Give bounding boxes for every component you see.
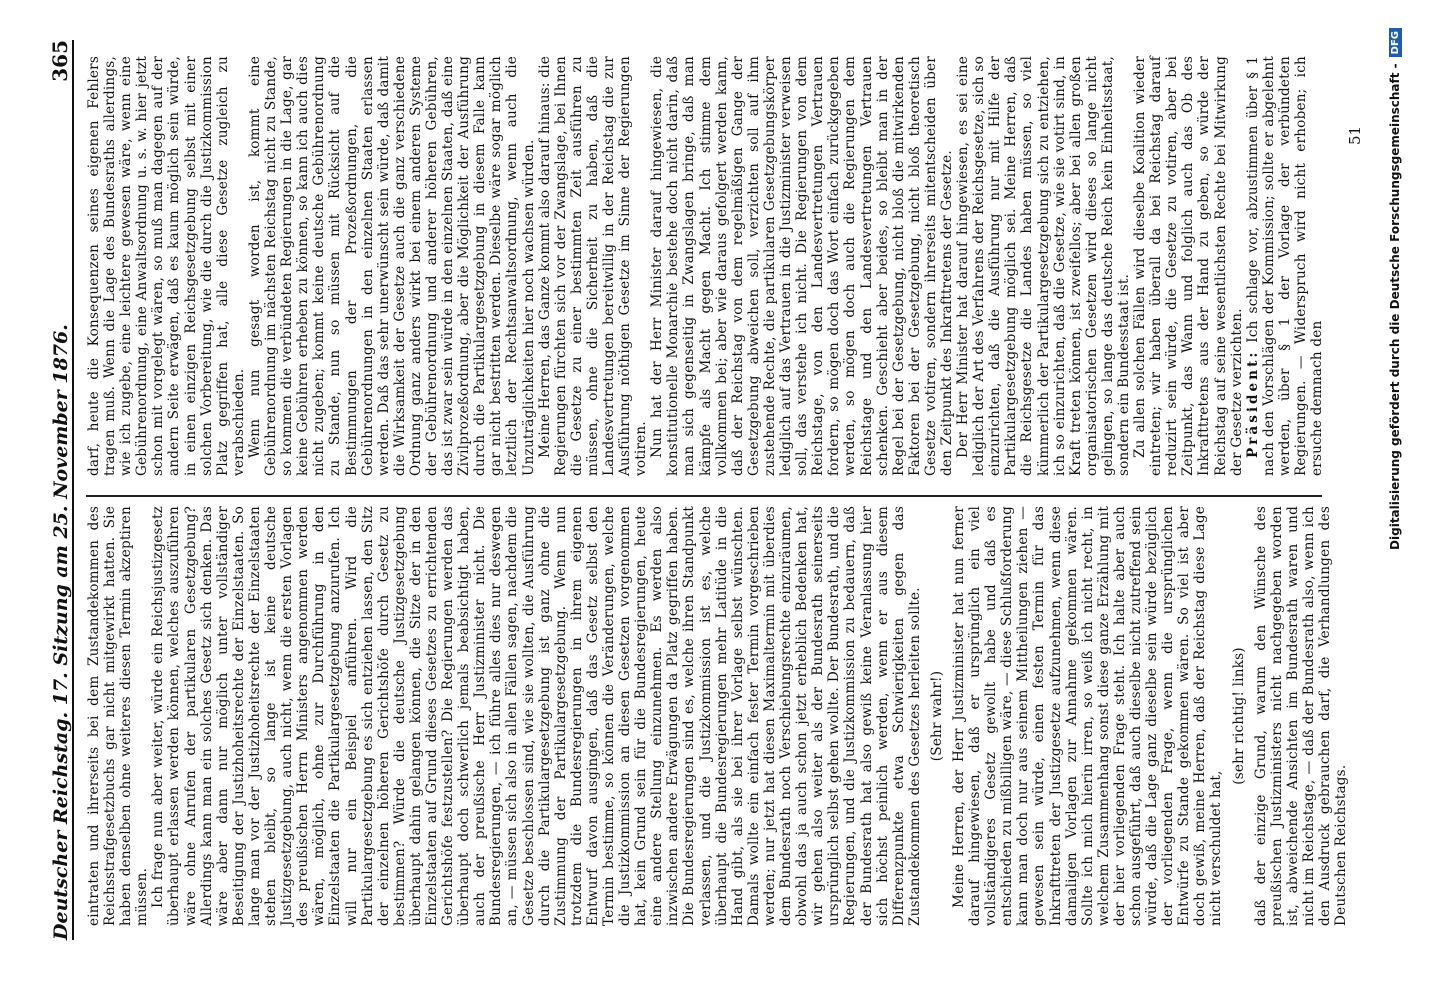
- right-column: [86, 56, 1324, 476]
- column-divider: [86, 495, 1322, 497]
- paragraph: eintraten und ihrerseits bei dem Zustandekommen des Reichsstrafgesetzbuchs gar nicht mitgewirkt hatten. Sie haben denselben ohne weiteres diesen Termin akzeptiren müssen.: [86, 506, 151, 926]
- credit-text: Digitalisierung gefördert durch die Deutsche Forschungsgemeinschaft -: [1388, 63, 1402, 550]
- page-title: Deutscher Reichstag. 17. Sitzung am 25. November 1876.: [50, 324, 72, 940]
- reaction-note: (Sehr wahr!): [928, 670, 945, 762]
- speaker-text: Ich schlage vor, abzustimmen über § 1 nach den Vorschlägen der Kommission; sollte er abgelehnt werden, über § 1 der Vorlage der verbündeten Regierungen. — Widerspruch wird nicht erhoben; ich ersuche demnach den: [1244, 56, 1326, 476]
- digitization-credit: [1388, 28, 1402, 560]
- reaction-note: (sehr richtig! links): [1230, 647, 1247, 785]
- paragraph: Meine Herren, der Herr Justizminister hat nun ferner darauf hingewiesen, daß er ursprünglich ein viel vollständigeres Gesetz gewollt habe und daß es entschieden zu mißbilligen wäre, — diese Schlußforderung kann man doch nur aus seinem Mittheilungen ziehen — gewesen sein würde, einen festen Termin für das Inkrafttreten der Justizgesetze aufzunehmen, wenn diese damaligen Vorlagen zur Annahme gekommen wären. Sollte ich mich hierin irren, so weiß ich nicht recht, in welchem Zusammenhang sonst diese ganze Erzählung mit der hier vorliegenden Frage steht. Ich halte aber auch schon ausgeführt, daß auch dieselbe nicht zutreffend sein würde, daß die Lage ganz dieselbe sein würde bezüglich der vorliegenden Frage, wenn die ursprünglichen Entwürfe zu Stande gekommen wären. So viel ist aber doch gewiß, meine Herren, daß der Reichstag diese Lage nicht verschuldet hat,: [950, 506, 1225, 926]
- sheet-number: 51: [1346, 125, 1364, 145]
- page-header: [38, 40, 74, 940]
- paragraph: [1245, 56, 1325, 476]
- paragraph: Wenn nun gesagt worden ist, kommt eine Gebührenordnung im nächsten Reichstag nicht zu Stande, so kommen die verbündeten Regierungen in die Lage, gar keine Gebühren erheben zu können, so kann ich auch dies nicht zugeben; kommt keine deutsche Gebührenordnung zu Stande, nun so müssen mit Rücksicht auf die Bestimmungen der Prozeßordnungen, die Gebührenordnungen in den einzelnen Staaten erlassen werden. Daß das sehr unerwünscht sein würde, daß damit die Wirksamkeit der Gesetze auch die ganz verschiedene Ordnung ganz anders wirkt bei einem anderen Systeme der Gebührenordnung und anderer höheren Gebühren, das ist zwar sein würde in den einzelnen Staaten, daß eine Zivilprozeßordnung, aber die Möglichkeit der Ausführung durch die Partikulargesetzgebung in diesem Falle kann gar nicht bestritten werden. Dieselbe wäre sogar möglich letztlich der Rechtsanwaltsordnung, wenn auch die Unzuträglichkeiten hier noch wachsen würden.: [246, 56, 537, 476]
- page-number: 365: [48, 40, 72, 82]
- paragraph: darf, heute die Konsequenzen seines eigenen Fehlers tragen muß. Wenn die Lage des Bundesraths allerdings, wie ich zugebe, eine leichtere gewesen wäre, wenn eine Gebührenordnung, eine Anwaltsordnung u. s. w. hier jetzt schon mit vorgelegt wären, so muß man dagegen auf der andern Seite erwägen, daß es kaum möglich sein würde, in einen einzigen Reichsgesetzgebung selbst mit einer solchen Vorbereitung, wie die durch die Justizkommission Platz gegriffen hat, alle diese Gesetze zugleich zu verabschieden.: [86, 56, 247, 476]
- paragraph: Nun hat der Herr Minister darauf hingewiesen, die konstitutionelle Monarchie bestehe doch nicht darin, daß man sich gegenseitig in Zwangslagen bringe, daß man kämpfe als Macht gegen Macht. Ich stimme dem vollkommen bei; aber wie daraus gefolgert werden kann, daß der Reichstag von dem regelmäßigen Gange der Gesetzgebung abweichen soll, verzichten soll auf ihm zustehende Rechte, die partikularen Gesetzgebungskörper lediglich auf das Vertrauen in die Justizminister verweisen soll, das verstehe ich nicht. Die Regierungen von dem Reichstage, von den Landesvertretungen Vertrauen fordern, so mögen doch das Wort einfach zurückgegeben werden, so mögen doch auch die Regierungen dem Reichstage und den Landesvertretungen Vertrauen schenken. Geschieht aber beides, so bleibt man in der Regel bei der Gesetzgebung, nicht bloß die mitwirkenden Faktoren bei der Gesetzgebung, nicht bloß theoretisch Gesetze votiren, sondern ihrerseits mitentscheiden über den Zeitpunkt des Inkrafttretens der Gesetze.: [649, 56, 955, 476]
- speaker-label: Präsident:: [1244, 349, 1261, 458]
- paragraph: daß der einzige Grund, warum den Wünsche des preußischen Justizministers nicht nachgegeben worden ist, abweichende Ansichten im Bundesrath waren und nicht im Reichstage, — daß der Bundesrath also, wenn ich den Ausdruck gebrauchen darf, die Verhandlungen des Deutschen Reichstags.: [1252, 506, 1350, 926]
- paragraph: Meine Herren, das Ganze kommt also darauf hinaus: die Regierungen fürchten sich vor der Zwangslage, bei Ihnen die Gesetze zu einer bestimmten Zeit ausführen zu müssen, ohne die Sicherheit zu haben, daß die Landesvertretungen bereitwillig in der Reichstag die zur Ausführung nöthigen Gesetze im Sinne der Regierungen votiren.: [536, 56, 650, 476]
- paragraph: Zu allen solchen Fällen wird dieselbe Koalition wieder eintreten; wir haben überall da bei Reichstag darauf reduzirt sein würde, die Gesetze zu votiren, aber bei Zeitpunkt, das Wann und folglich auch das Ob des Inkrafttretens aus der Hand zu geben, so würde der Reichstag auf seine wesentlichsten Rechte bei Mitwirkung der Gesetze verzichten.: [1132, 56, 1245, 476]
- dfg-logo: DFG: [1389, 28, 1402, 57]
- paragraph: Ich frage nun aber weiter, würde ein Reichsjustizgesetz überhaupt erlassen werden können, welches auszuführen wäre ohne Anrufen der partikularen Gesetzgebung? Allerdings kann man ein solches Gesetz sich denken. Das wäre aber dann nur möglich unter vollständiger Beseitigung der Justizhoheitsrechte der Einzelstaaten. So lange man vor der Justizhoheitsrechte der Einzelstaaten stehen bleibt, so lange ist keine deutsche Justizgesetzgebung, auch nicht, wenn die ersten Vorlagen des preußischen Herrn Ministers angenommen werden wären, möglich, ohne zur Durchführung in den Einzelstaaten die Partikulargesetzgebung anzurufen. Ich will nur ein Beispiel anführen. Wird die Partikulargesetzgebung es sich entziehen lassen, den Sitz der einzelnen höheren Gerichtshöfe durch Gesetz zu bestimmen? Würde die deutsche Justizgesetzgebung überhaupt dahin gelangen können, die Sitze der in den Einzelstaaten auf Grund dieses Gesetzes zu errichtenden Gerichtshöfe festzustellen? Die Regierungen werden das überhaupt doch schwerlich jemals beabsichtigt haben, auch der preußische Herr Justizminister nicht. Die Bundesregierungen, — ich führe alles dies nur deswegen an, — müssen sich also in allen Fällen sagen, nachdem die Gesetze beschlossen sind, wie sie wollten, die Ausführung durch die Partikulargesetzgebung ist ganz ohne die Zustimmung der Partikulargesetzgebung. Wenn nun trotzdem die Bundesregierungen in ihrem eigenen Entwurf davon ausgingen, daß das Gesetz selbst den Termin bestimme, so können die Veränderungen, welche die Justizkommission an diesen Gesetzen vorgenommen hat, kein Grund sein für die Bundesregierungen, heute eine andere Stellung einzunehmen. Es werden also inzwischen andere Erwägungen da Platz gegriffen haben. Die Bundesregierungen sind es, welche ihren Standpunkt verlassen, und die Justizkommission ist es, welche überhaupt die Bundesregierungen mehr Latitüde in die Hand gibt, als sie bei ihrer Vorlage selbst wünschten. Damals wollte ein einfach fester Termin vorgeschrieben werden; nur jetzt hat diesen Maximaltermin mit überdies dem Bundesrath noch Verschiebungsrechte einzuräumen, obwohl das ja auch schon jetzt erheblich Bedenken hat, wir gehen also weiter als der Bundesrath seinerseits ursprünglich selbst gehen wollte. Der Bundesrath, und die Regierungen, und die Justizkommission zu bedauern, daß der Bundesrath hat also gewiß keine Veranlassung hier sich höchst peinlich werden, wenn er aus diesem Differenzpunkte etwa Schwierigkeiten gegen das Zustandekommen des Gesetzes herleiten sollte.: [150, 506, 923, 926]
- left-column: [86, 506, 1350, 926]
- paragraph: Der Herr Minister hat darauf hingewiesen, es sei eine lediglich der Art des Verfahrens der Reichsgesetze, sich so einzurichten, daß die Ausführung nur mit Hilfe der Partikulargesetzgebung möglich sei. Meine Herren, daß die Reichsgesetze die Landes haben müssen, so viel kümmerlich der Partikulargesetzgebung sich zu entziehen, ich so einzurichten, daß die Gesetze, wie sie votirt sind, in Kraft treten können, ist zweifellos; aber bei allen großen organisatorischen Gesetzen wird dieses so lange nicht gelingen, so lange das deutsche Reich kein Einheitsstaat, sondern ein Bundesstaat ist.: [955, 56, 1132, 476]
